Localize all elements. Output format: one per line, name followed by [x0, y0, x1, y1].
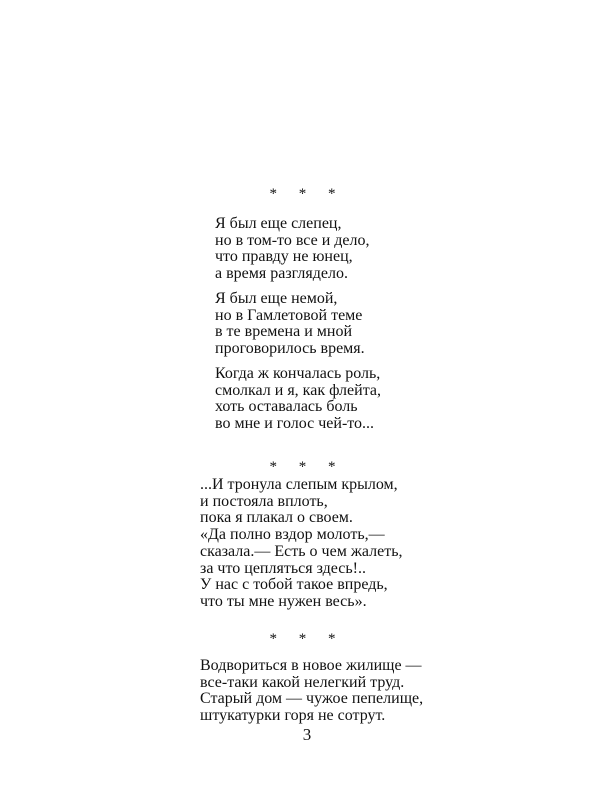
verse-line: все-таки какой нелегкий труд. — [200, 673, 405, 691]
verse-line: сказала.— Есть о чем жалеть, — [200, 543, 403, 560]
verse-line: Я был еще слепец, — [215, 215, 342, 232]
verse-line: проговорилось время. — [215, 339, 365, 357]
verse-line: хоть оставалась боль — [215, 398, 358, 415]
verse-line: У нас с тобой такое впредь, — [200, 576, 388, 593]
verse-line: пока я плакал о своем. — [200, 509, 353, 526]
stanza — [200, 477, 398, 543]
stanza — [200, 544, 403, 610]
verse-line: Я был еще немой, — [215, 290, 338, 307]
verse-line: Старый дом — чужое пепелище, — [200, 690, 424, 707]
verse-line: но в том-то все и дело, — [215, 231, 370, 249]
verse-line: что ты мне нужен весь». — [200, 592, 367, 610]
verse-line: штукатурки горя не сотрут. — [200, 706, 386, 724]
verse-line: ...И тронула слепым крылом, — [200, 476, 398, 493]
verse-line: во мне и голос чей-то... — [215, 414, 375, 432]
verse-line: что правду не юнец, — [215, 248, 353, 265]
section-separator: * * * — [269, 186, 345, 202]
section-separator: * * * — [269, 459, 345, 475]
page-number: 3 — [302, 725, 312, 744]
verse-line: но в Гамлетовой теме — [215, 306, 363, 324]
verse-line: в те времена и мной — [215, 323, 353, 340]
verse-line: Водвориться в новое жилище — — [200, 657, 422, 674]
stanza — [200, 658, 423, 724]
stanza — [215, 216, 369, 282]
verse-line: «Да полно вздор молоть,— — [200, 525, 385, 543]
verse-line: за что цепляться здесь!.. — [200, 559, 366, 577]
verse-line: Когда ж кончалась роль, — [215, 365, 381, 382]
stanza — [215, 291, 365, 357]
section-separator: * * * — [269, 631, 345, 647]
verse-line: и постояла вплоть, — [200, 492, 328, 510]
verse-line: а время разглядело. — [215, 264, 348, 282]
verse-line: смолкал и я, как флейта, — [215, 381, 381, 399]
stanza — [215, 366, 381, 432]
